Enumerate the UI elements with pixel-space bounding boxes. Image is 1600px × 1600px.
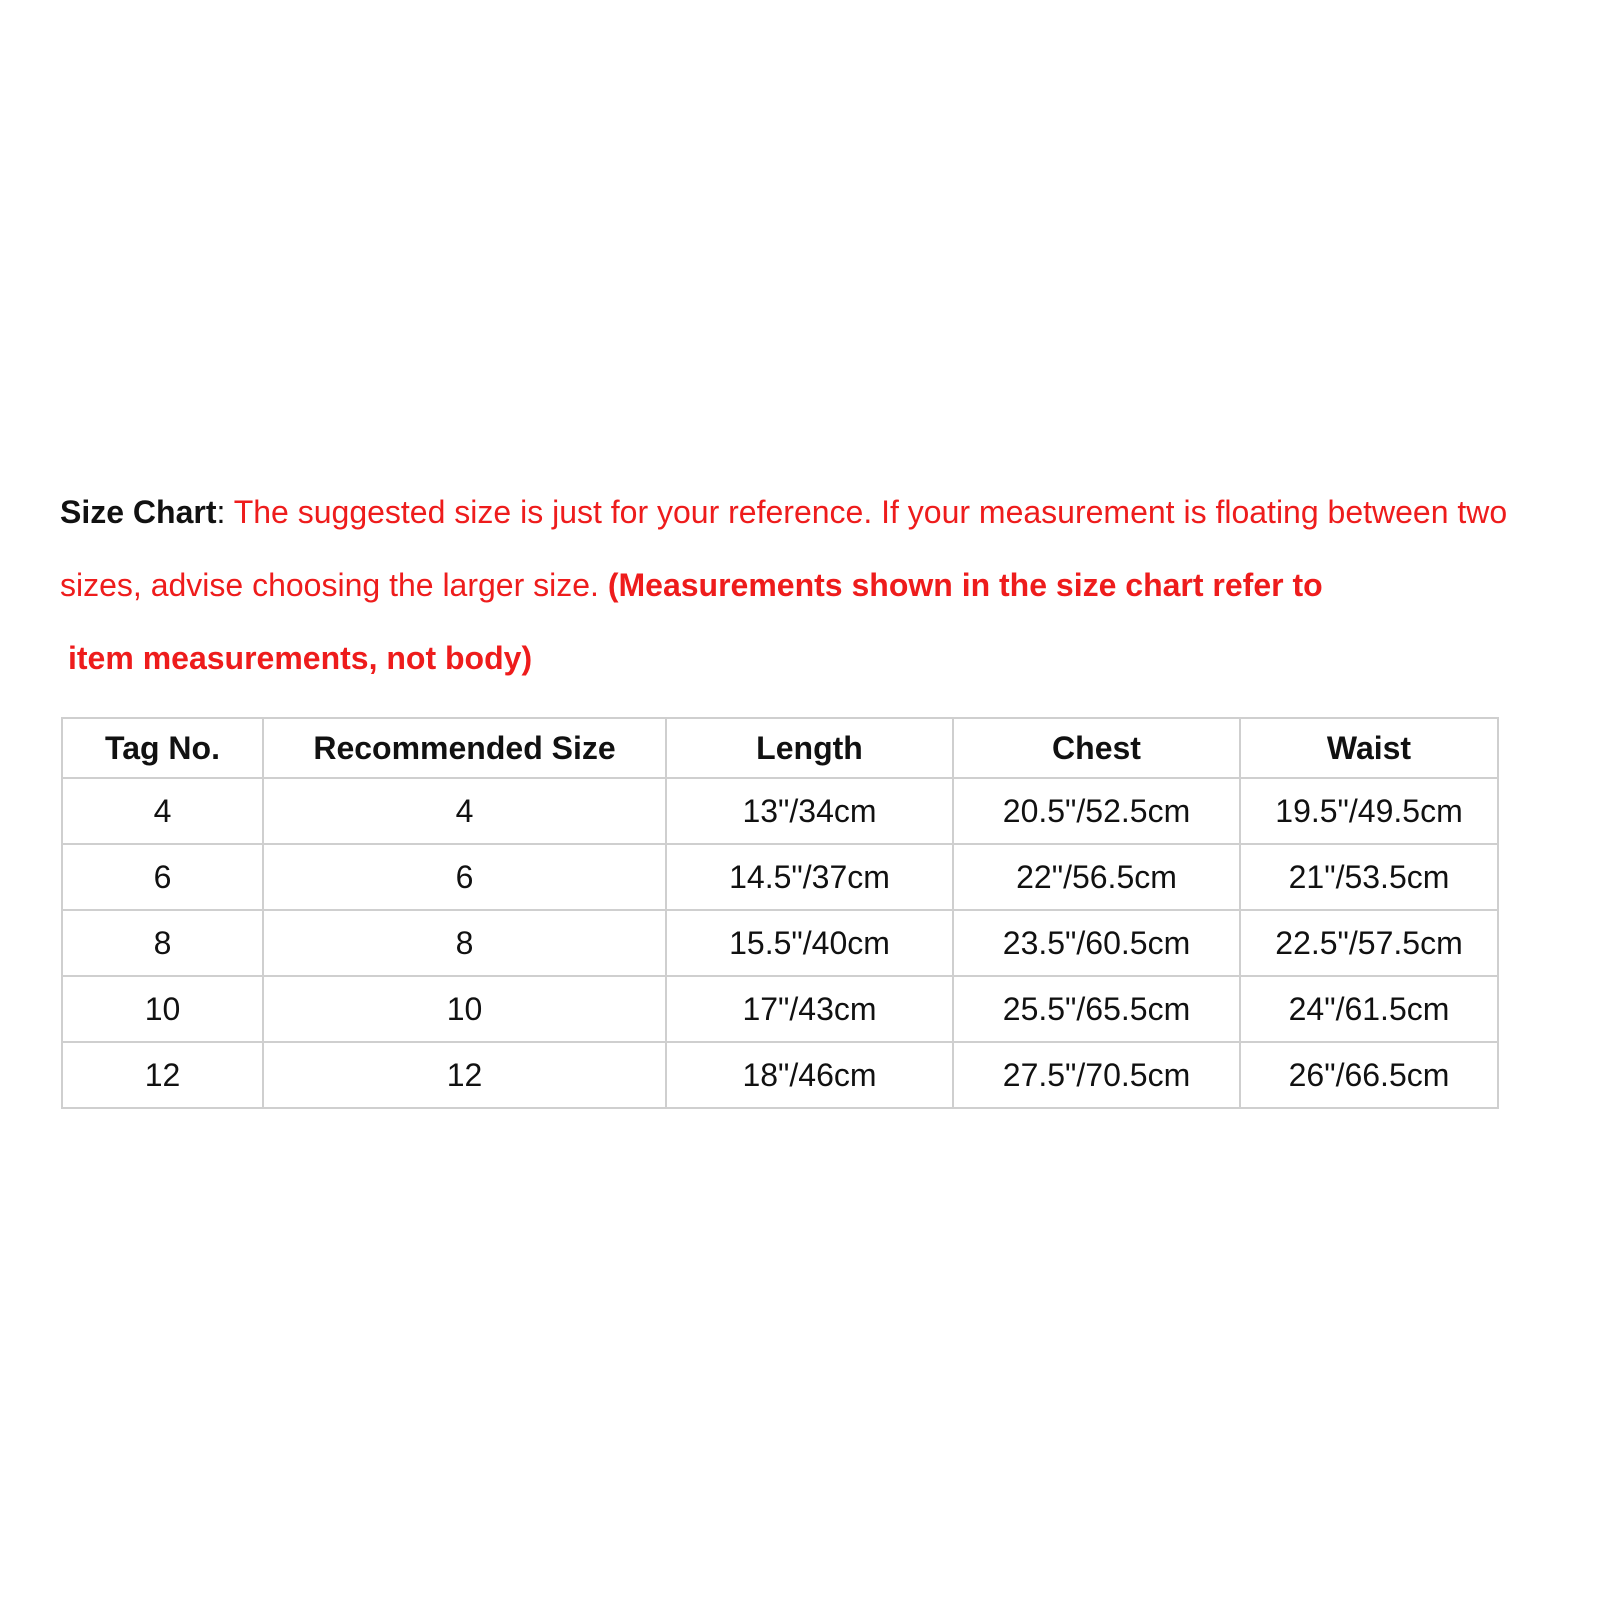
cell-length: 18"/46cm: [666, 1042, 953, 1108]
cell-waist: 21"/53.5cm: [1240, 844, 1498, 910]
cell-waist: 19.5"/49.5cm: [1240, 778, 1498, 844]
size-chart-note: [60, 476, 1560, 695]
cell-tag-no: 12: [62, 1042, 263, 1108]
table-row: [62, 910, 1498, 976]
cell-recommended-size: 12: [263, 1042, 666, 1108]
table-row: [62, 976, 1498, 1042]
cell-tag-no: 6: [62, 844, 263, 910]
note-text: The suggested size is just for your reference. If your measurement is floating between two sizes, advise choosing the larger size.: [60, 494, 1508, 603]
table-row: [62, 844, 1498, 910]
cell-recommended-size: 10: [263, 976, 666, 1042]
cell-recommended-size: 4: [263, 778, 666, 844]
cell-tag-no: 10: [62, 976, 263, 1042]
note-label: Size Chart: [60, 494, 217, 530]
size-table: [61, 717, 1499, 1109]
cell-length: 15.5"/40cm: [666, 910, 953, 976]
header-chest: Chest: [953, 718, 1240, 778]
note-emphasis: (Measurements shown in the size chart refer to: [607, 567, 1323, 603]
note-emphasis-continued: item measurements, not body): [68, 640, 533, 676]
cell-chest: 25.5"/65.5cm: [953, 976, 1240, 1042]
cell-recommended-size: 6: [263, 844, 666, 910]
table-header-row: [62, 718, 1498, 778]
header-recommended-size: Recommended Size: [263, 718, 666, 778]
header-length: Length: [666, 718, 953, 778]
cell-recommended-size: 8: [263, 910, 666, 976]
cell-chest: 20.5"/52.5cm: [953, 778, 1240, 844]
cell-chest: 27.5"/70.5cm: [953, 1042, 1240, 1108]
cell-chest: 23.5"/60.5cm: [953, 910, 1240, 976]
note-colon: :: [216, 494, 226, 530]
cell-tag-no: 4: [62, 778, 263, 844]
header-tag-no: Tag No.: [62, 718, 263, 778]
cell-length: 14.5"/37cm: [666, 844, 953, 910]
cell-waist: 26"/66.5cm: [1240, 1042, 1498, 1108]
header-waist: Waist: [1240, 718, 1498, 778]
cell-chest: 22"/56.5cm: [953, 844, 1240, 910]
cell-length: 17"/43cm: [666, 976, 953, 1042]
cell-length: 13"/34cm: [666, 778, 953, 844]
table-row: [62, 778, 1498, 844]
table-row: [62, 1042, 1498, 1108]
cell-tag-no: 8: [62, 910, 263, 976]
cell-waist: 24"/61.5cm: [1240, 976, 1498, 1042]
cell-waist: 22.5"/57.5cm: [1240, 910, 1498, 976]
